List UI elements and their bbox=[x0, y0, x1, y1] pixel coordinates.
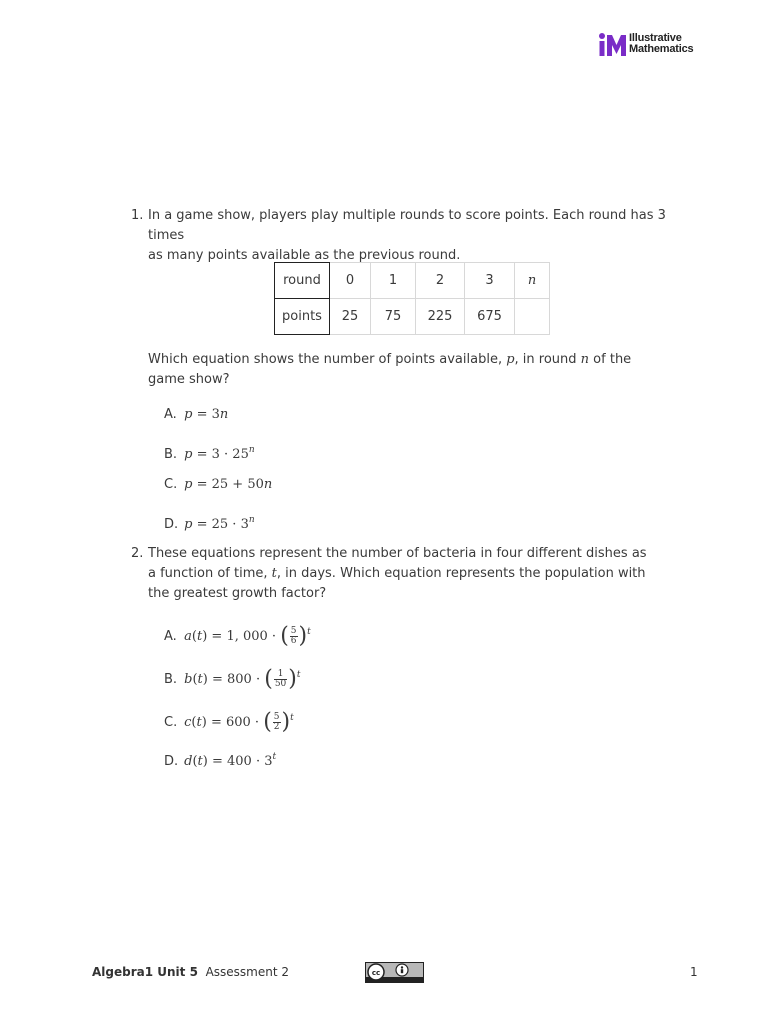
table-cell-empty bbox=[515, 299, 550, 335]
table-cell: 75 bbox=[371, 299, 416, 335]
option-label: D. bbox=[164, 517, 179, 532]
page-number: 1 bbox=[690, 965, 698, 979]
cc-by-license-icon bbox=[365, 962, 424, 983]
prompt-text: Which equation shows the number of points available, bbox=[148, 352, 507, 367]
footer-course bbox=[92, 965, 289, 979]
question-1-line-1: In a game show, players play multiple rounds to score points. Each round has 3 times bbox=[148, 208, 666, 243]
table-cell: 3 bbox=[465, 263, 515, 299]
option-label: A. bbox=[164, 407, 177, 422]
table-cell: 1 bbox=[371, 263, 416, 299]
prompt-variable-n: n bbox=[580, 352, 590, 367]
question-1-prompt bbox=[148, 350, 658, 390]
option-math: p = 25 + 50n bbox=[184, 477, 273, 492]
table-cell: 25 bbox=[330, 299, 371, 335]
question-1-text bbox=[148, 206, 691, 266]
logo-line-1: Illustrative bbox=[629, 32, 682, 44]
question-1-number: 1. bbox=[131, 208, 144, 223]
q1-option-b[interactable] bbox=[164, 440, 255, 465]
option-math: p = 3n bbox=[184, 407, 229, 422]
table-header-round: round bbox=[275, 263, 330, 299]
q1-option-a[interactable] bbox=[164, 405, 228, 425]
footer-course-name: Algebra1 Unit 5 bbox=[92, 965, 198, 979]
table-cell: 675 bbox=[465, 299, 515, 335]
question-2-text-b: , in days. Which equation represents the population with the greatest growth factor? bbox=[148, 566, 646, 601]
question-2-variable-t: t bbox=[271, 566, 277, 581]
option-label: B. bbox=[164, 672, 178, 687]
prompt-text: of the game show? bbox=[148, 352, 632, 387]
table-cell: 225 bbox=[416, 299, 465, 335]
table-cell: 0 bbox=[330, 263, 371, 299]
table-row-points bbox=[275, 299, 550, 335]
logo-line-2: Mathematics bbox=[629, 43, 694, 55]
q1-option-c[interactable] bbox=[164, 475, 272, 495]
option-math: a(t) = 1, 000 · ( $\frac{5}{6}$ )$^t$ bbox=[184, 623, 311, 649]
question-2-text-a: These equations represent the number of bacteria in four different dishes as a function of time, bbox=[148, 546, 647, 581]
option-math: $p = 3 \cdot 25^n$ bbox=[184, 445, 255, 462]
option-math: $d(t) = 400 \cdot 3^t$ bbox=[184, 752, 277, 769]
prompt-text: , in round bbox=[514, 352, 581, 367]
option-label: B. bbox=[164, 447, 178, 462]
question-1-line-2: as many points available as the previous round. bbox=[148, 248, 461, 263]
rounds-points-table bbox=[274, 262, 550, 335]
option-math: $p = 25 \cdot 3^n$ bbox=[184, 515, 255, 532]
q2-option-d[interactable] bbox=[164, 747, 276, 772]
footer-assessment: Assessment 2 bbox=[205, 965, 290, 979]
logo-wordmark bbox=[629, 33, 693, 55]
option-label: C. bbox=[164, 715, 178, 730]
table-header-points: points bbox=[275, 299, 330, 335]
q2-option-c[interactable] bbox=[164, 708, 294, 733]
option-math: c(t) = 600 · ( $\frac{5}{2}$ )$^t$ bbox=[184, 709, 294, 735]
q2-option-b[interactable] bbox=[164, 665, 301, 690]
question-2-text bbox=[148, 544, 648, 604]
option-label: C. bbox=[164, 477, 178, 492]
im-logo-icon bbox=[598, 32, 628, 58]
svg-text:cc: cc bbox=[371, 969, 381, 977]
q2-option-a[interactable] bbox=[164, 622, 311, 647]
q1-option-d[interactable] bbox=[164, 510, 255, 535]
option-label: D. bbox=[164, 754, 179, 769]
question-2-number: 2. bbox=[131, 546, 144, 561]
table-cell: 2 bbox=[416, 263, 465, 299]
table-cell-variable: n bbox=[515, 263, 550, 299]
question-1 bbox=[131, 206, 691, 266]
question-2 bbox=[131, 544, 691, 604]
option-label: A. bbox=[164, 629, 177, 644]
table-row-round bbox=[275, 263, 550, 299]
prompt-variable-p: p bbox=[506, 352, 515, 367]
option-math: b(t) = 800 · ( $\frac{1}{50}$ )$^t$ bbox=[184, 666, 301, 692]
